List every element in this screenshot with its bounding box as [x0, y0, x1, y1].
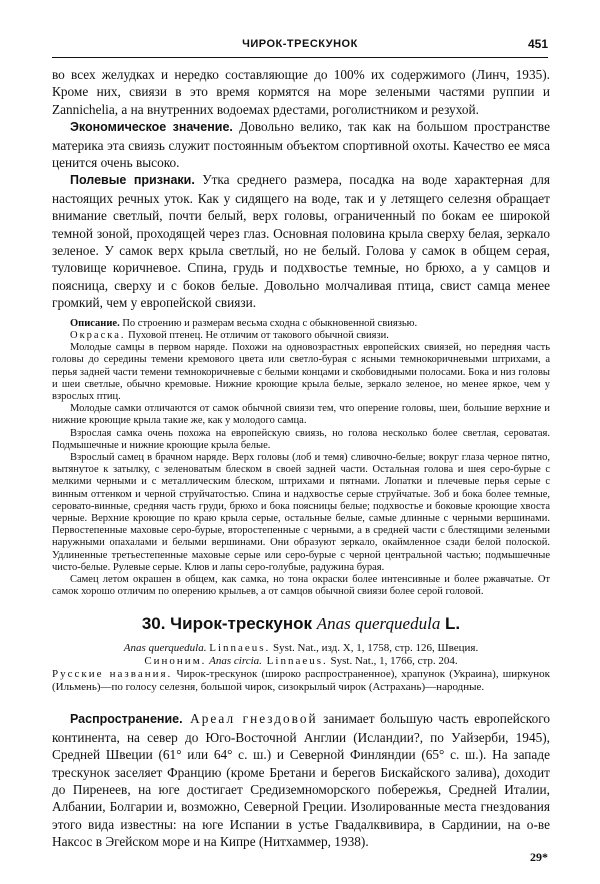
page-number: 451 — [527, 37, 548, 51]
coloration-paragraph — [52, 330, 550, 342]
russian-names-text: Чирок-трескунок (широко распространенное), храпунок (Украина), ширкунок (Ильмень)—по голосу селезня, большой чирок, сизокрылый чирок (Астрахань)—народные. — [52, 668, 551, 694]
page-body — [52, 66, 550, 851]
field-signs-label: Полевые признаки. — [70, 173, 195, 188]
economic-paragraph — [52, 118, 550, 171]
species-latin-name: Anas querquedula — [316, 614, 441, 634]
young-males-paragraph: Молодые самцы в первом наряде. Похожи на одновозрастных европейских свиязей, но передняя часть головы до середины темени кремового цвета или светло-бурая с ясными темнокоричневыми штрихами, а перья задней части темени темнокоричневые с белыми концами и скобовидными полосами. Бока и низ головы и шеи светлые, обычно кремовые. Нижние кроющие крыла белые, зеркало зеленое, но менее яркое, чем у взрослых птиц. — [52, 342, 550, 402]
coloration-label: Окраска. — [70, 329, 126, 341]
header-rule — [52, 57, 548, 58]
synonym-2-label: Синоним. — [144, 655, 207, 668]
distribution-label: Распространение. — [70, 712, 183, 727]
signature-mark: 29* — [530, 850, 548, 864]
synonym-2-author: Linnaeus. — [261, 655, 328, 668]
synonym-2-ref: Syst. Nat., 1, 1766, стр. 204. — [327, 655, 458, 668]
field-signs-paragraph — [52, 171, 550, 311]
species-author: L. — [440, 614, 461, 634]
synonym-1-ref: Syst. Nat., изд. X, 1, 1758, стр. 126, Швеция. — [270, 642, 479, 655]
synonym-line-1 — [52, 642, 550, 655]
species-number-title: 30. Чирок-трескунок — [141, 614, 313, 634]
economic-text: Довольно велико, так как на большом пространстве материка эта свиязь служит постоянным объектом спортивной охоты. Качество ее мяса ценится очень высоко. — [52, 119, 550, 171]
russian-names-paragraph — [52, 668, 550, 694]
synonym-2-latin: Anas circia. — [206, 655, 262, 668]
synonym-1-latin: Anas querquedula. — [123, 642, 207, 655]
summer-male-paragraph: Самец летом окрашен в общем, как самка, но тона окраски более интенсивные и более ржавчатые. От самок хорошо отличим по оперению крыльев, а от самцов обычной свиязи более серой головой. — [52, 573, 550, 598]
young-females-paragraph: Молодые самки отличаются от самок обычной свиязи тем, что оперение головы, шеи, большие верхние и нижние кроющие крыла такие же, как у молодого самца. — [52, 403, 550, 427]
distribution-text: занимает большую часть европейского континента, на север до Юго-Восточной Англии (Исландии?, по Уайзерби, 1945), Средней Швеции (61° или 64° с. ш.) и Северной Финляндии (65° с. ш.). На западе трескунок заселяет Францию (кроме Бретани и берегов Бискайского залива), доходит до Пиренеев, на юге достигает Средиземноморского побережья, Средней Италии, Албании, Болгарии и, возможно, Северной Греции. Изолированные места гнездования этого вида известны: на юге Испании в устье Гвадалквивира, в Сардинии, на о-ве Наксос в Эгейском море и на Кипре (Нитхаммер, 1938). — [52, 711, 550, 850]
distribution-paragraph — [52, 710, 550, 850]
field-signs-text: Утка среднего размера, посадка на воде характерная для настоящих речных уток. Как у сидящего на воде, так и у летящего селезня обращает внимание светлый, почти белый, верх головы, ограниченный по бокам ее широкой темной зоной, проходящей через глаз. Основная половина крыла сверху белая, зеркало зеленое. У самок верх крыла светлый, но не белый. Голова у самок в общем серая, туловище коричневое. Спина, грудь и подхвостье темные, но брюхо, а у самцов и поясница, сверху и с боков белые. Довольно молчаливая птица, свист самца менее громкий, чем у европейской свиязи. — [52, 172, 550, 311]
synonym-line-2 — [52, 655, 550, 668]
description-block — [52, 318, 550, 599]
description-label: Описание. — [70, 317, 120, 329]
description-text: По строению и размерам весьма сходна с обыкновенной свиязью. — [119, 317, 418, 329]
intro-paragraph: во всех желудках и нередко составляющие до 100% их содержимого (Линч, 1935). Кроме них, свиязи в это время кормятся на море зелеными частями руппии и Zannichelia, а на внутренних водоемах рдестами, роголистником и резухой. — [52, 67, 550, 117]
economic-label: Экономическое значение. — [70, 120, 233, 135]
distribution-spaced-text: Ареал гнездовой — [182, 711, 318, 727]
running-title: ЧИРОК-ТРЕСКУНОК — [242, 38, 358, 50]
running-header — [52, 38, 548, 54]
russian-names-label: Русские названия. — [52, 668, 173, 681]
species-heading — [52, 614, 550, 634]
adult-female-paragraph: Взрослая самка очень похожа на европейскую свиязь, но голова несколько более светлая, сероватая. Подмышечные и нижние кроющие крыла белые. — [52, 427, 550, 451]
synonym-1-author: Linnaeus. — [209, 642, 271, 655]
description-paragraph — [52, 318, 550, 330]
coloration-text: Пуховой птенец. Не отличим от такового обычной свиязи. — [125, 329, 389, 341]
adult-male-paragraph: Взрослый самец в брачном наряде. Верх головы (лоб и темя) сливочно-белые; вокруг глаза черное пятно, вытянутое к затылку, с зеленоватым блеском в своей задней части. Остальная голова и шея серо-бурые с мелкими черными и с металлическим блеском, штрихами и пятнами. Лопатки и плечевые перья серые с винным оттенком и черной струйчатостью. Спина и надхвостье серые струйчатые. Зоб и бока более темные, серовато-винные, средняя часть груди, брюхо и бока поясницы белые; подхвостье и боковые кроющие хвоста черные. Верхние кроющие по краю крыла серые, остальные белые, самые длинные с черными вершинами. Первостепенные маховые серо-бурые, второстепенные с черными, а в средней части с блестящими зелеными наружными опахалами и белыми вершинами. Они образуют зеркало, окаймленное сзади белой полоской. Удлиненные третьестепенные маховые серые или серо-бурые с черной центральной частью; подмышечные чисто-белые. Рулевые серые. Клюв и лапы серо-голубые, радужина бурая. — [52, 451, 550, 573]
